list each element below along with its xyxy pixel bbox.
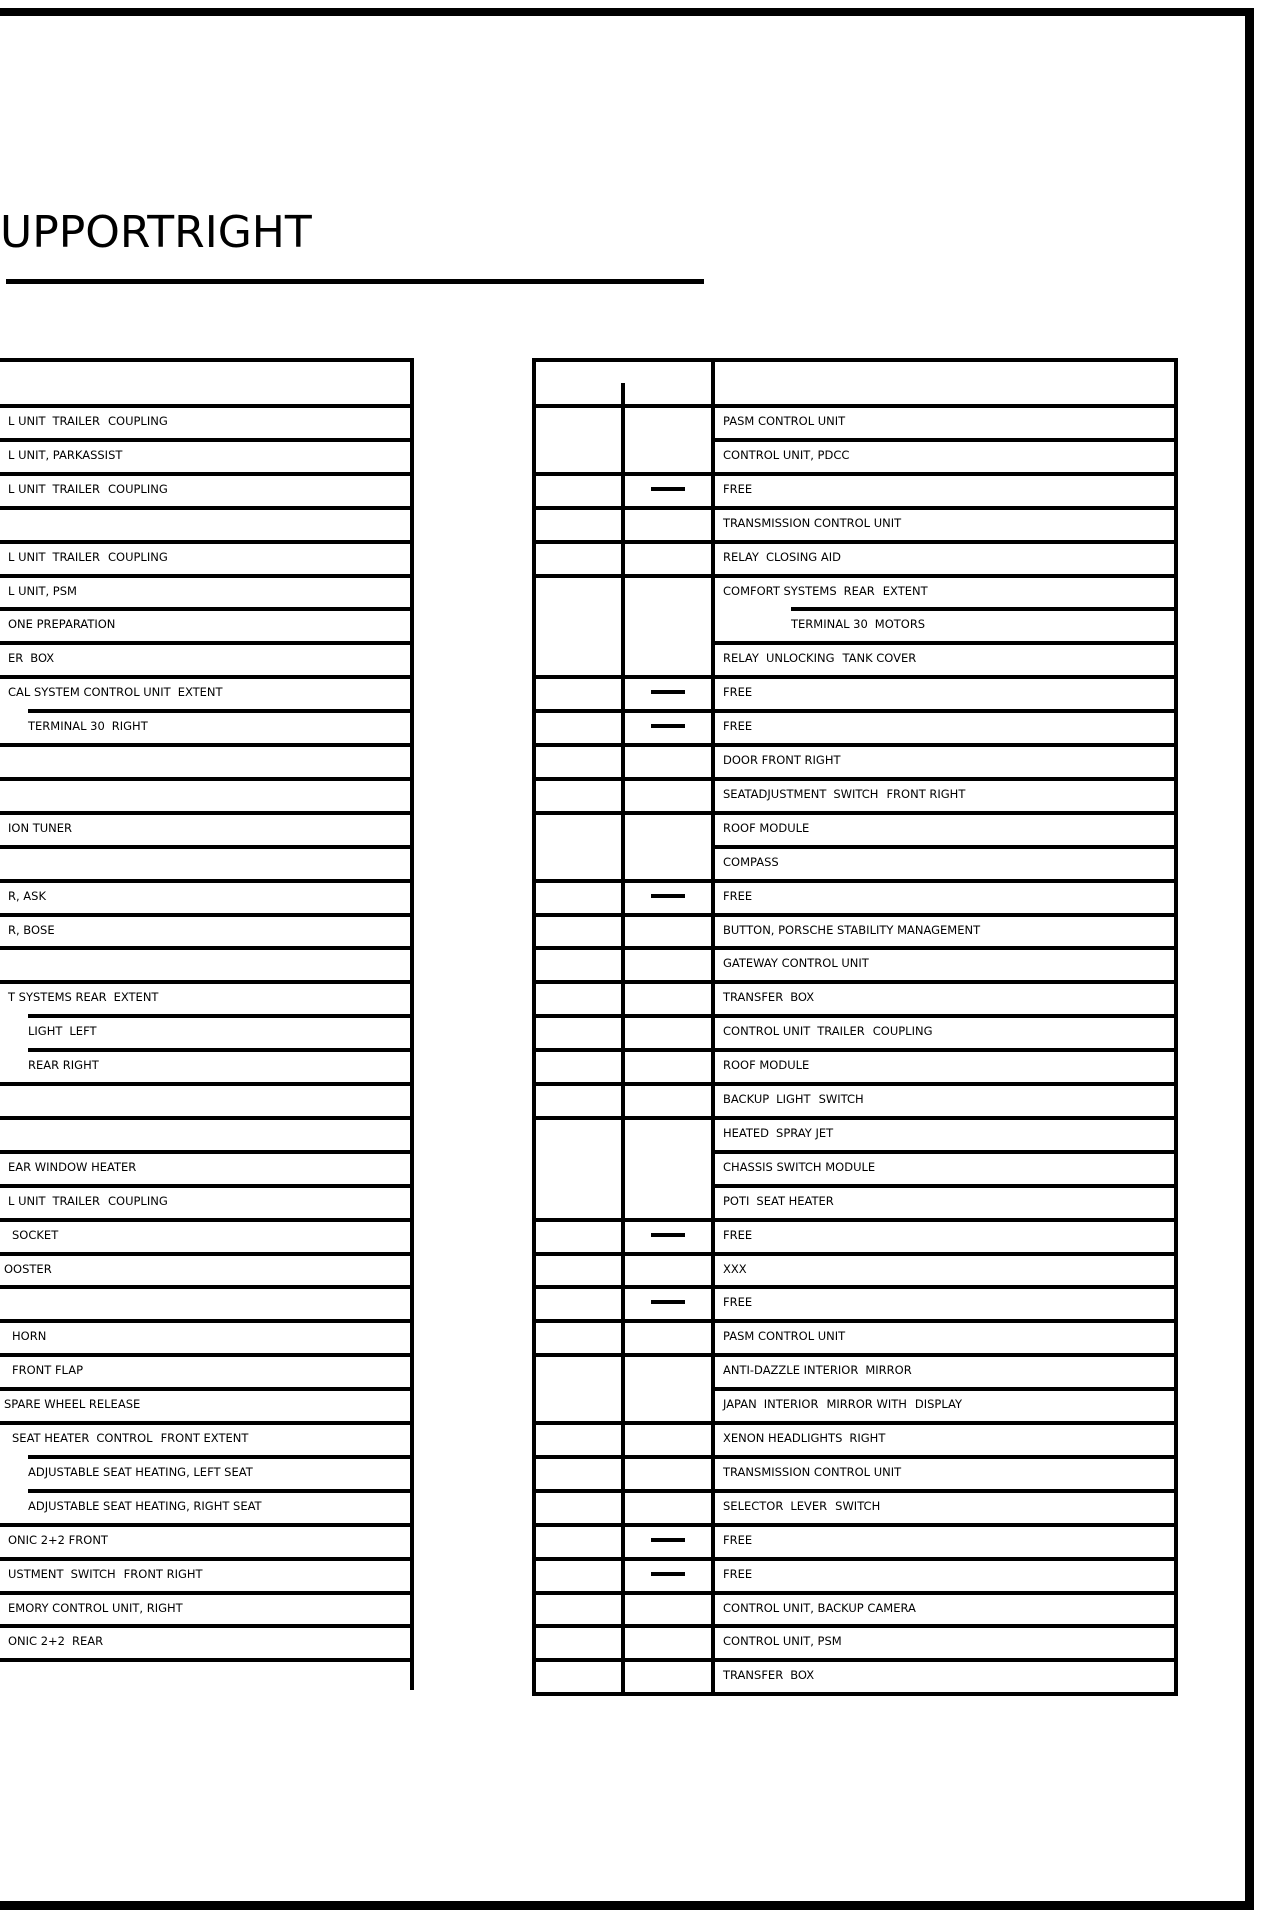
row-designation [28,1499,262,1513]
text-segment: FREE [723,1295,753,1310]
fuse-row-rule [532,540,1178,544]
fuse-designation [723,787,965,801]
free-slot-dash [651,690,685,694]
text-segment: SWITCH [833,786,879,801]
text-segment: SEAT HEATER [12,1431,90,1445]
text-segment: TRAILER [817,1024,865,1039]
text-segment: COUPLING [107,549,168,564]
text-segment: JAPAN [723,1397,757,1412]
text-segment: RIGHT [849,1431,886,1445]
designation-rule [711,845,1178,849]
fuse-row-rule [532,1624,1178,1628]
row-designation [12,1363,83,1377]
text-segment: R, ASK [8,888,47,903]
text-segment: FRONT FLAP [12,1363,84,1378]
text-segment: L UNIT, PARKASSIST [8,447,123,462]
row-designation [28,1024,97,1038]
text-segment: SELECTOR [723,1498,784,1513]
fuse-row-rule [532,1319,1178,1323]
fuse-row-rule [532,1591,1178,1595]
fuse-designation [723,821,809,835]
free-slot-dash [651,1233,685,1237]
text-segment: TRANSFER [723,990,784,1005]
text-segment: CAL SYSTEM CONTROL UNIT [8,685,171,700]
table-top-rule [0,358,414,362]
page-title: UPPORTRIGHT [0,207,312,258]
row-rule [0,641,414,645]
row-designation [8,448,122,462]
text-segment: R, BOSE [8,922,55,937]
text-segment: BACKUP [723,1092,770,1106]
text-segment: SEATADJUSTMENT [723,786,827,801]
fuse-row-rule [532,1455,1178,1459]
text-segment: PASM CONTROL UNIT [723,1329,846,1344]
row-designation [8,821,72,835]
designation-rule [711,641,1178,645]
row-rule [0,879,414,883]
row-rule [0,1285,414,1289]
designation-rule [711,1184,1178,1188]
text-segment: COUPLING [107,1193,168,1208]
fuse-designation [723,651,916,665]
row-designation [8,414,168,428]
fuse-designation [723,1194,834,1208]
row-designation [8,1601,183,1615]
row-designation [8,685,223,699]
text-segment: EMORY CONTROL UNIT, RIGHT [8,1600,183,1615]
text-segment: TERMINAL 30 [28,719,105,734]
fuse-row-rule [532,913,1178,917]
row-rule [0,811,414,815]
header-bottom-rule [0,404,414,408]
text-segment: ION TUNER [8,820,73,835]
text-segment: EXTENT [177,685,223,700]
text-segment: CONTROL UNIT [723,1024,811,1039]
fuse-designation [723,855,779,869]
text-segment: FREE [723,685,753,700]
fuse-row-rule [532,675,1178,679]
text-segment: TRAILER [52,414,100,428]
text-segment: SOCKET [12,1227,59,1242]
fuse-designation [723,1397,962,1411]
text-segment: COMFORT SYSTEMS [723,583,837,598]
fuse-row-rule [532,1116,1178,1120]
text-segment: LIGHT [776,1092,811,1106]
text-segment: TANK COVER [842,651,917,666]
text-segment: ONIC 2+2 FRONT [8,1532,108,1547]
text-segment: SWITCH [70,1566,116,1581]
free-slot-dash [651,1300,685,1304]
text-segment: COUPLING [872,1024,933,1039]
text-segment: REAR RIGHT [28,1058,99,1073]
fuse-row-rule [532,1014,1178,1018]
row-designation [8,584,77,598]
text-segment: USTMENT [8,1566,64,1581]
row-rule [28,1048,414,1052]
fuse-designation [723,1431,885,1445]
text-segment: LEFT [69,1024,97,1039]
row-rule [0,675,414,679]
text-segment: CONTROL UNIT, PSM [723,1634,842,1649]
free-slot-dash [651,1538,685,1542]
fuse-designation [723,584,928,598]
row-designation [8,1533,108,1547]
fuse-designation [723,685,752,699]
designation-rule [791,607,1178,611]
text-segment: HEATED [723,1125,770,1140]
row-designation [8,990,158,1004]
row-designation [8,1634,103,1648]
row-rule [0,1591,414,1595]
row-rule [0,1353,414,1357]
text-segment: TRANSFER [723,1668,784,1683]
text-segment: CONTROL UNIT, PDCC [723,447,850,462]
fuse-row-rule [532,1048,1178,1052]
text-segment: EAR WINDOW HEATER [8,1159,137,1174]
row-rule [0,1218,414,1222]
row-rule [0,1150,414,1154]
fuse-row-rule [532,1692,1178,1696]
row-designation [8,1567,203,1581]
row-designation [28,719,148,733]
row-rule [28,709,414,713]
text-segment: FRONT RIGHT [123,1566,203,1581]
fuse-designation [723,448,849,462]
text-segment: MIRROR [865,1363,912,1378]
text-segment: L UNIT, PSM [8,583,77,598]
text-segment: DISPLAY [914,1397,963,1412]
fuse-row-rule [532,709,1178,713]
fuse-row-rule [532,506,1178,510]
fuse-designation [723,1262,747,1276]
text-segment: ANTI-DAZZLE INTERIOR [723,1363,859,1378]
fuse-row-rule [532,1523,1178,1527]
text-segment: L UNIT [8,414,46,428]
text-segment: SEAT HEATER [756,1193,834,1208]
fuse-designation [723,1295,752,1309]
row-rule [0,472,414,476]
text-segment: XENON HEADLIGHTS [723,1431,843,1445]
fuse-designation [723,956,869,970]
text-segment: L UNIT [8,1193,46,1208]
frame-border-bottom [0,1901,1254,1910]
text-segment: BOX [790,990,815,1005]
row-designation [8,923,55,937]
right-fuse-table [532,358,1178,1690]
fuse-row-rule [532,1252,1178,1256]
designation-rule [711,438,1178,442]
fuse-designation [723,889,752,903]
frame-border-right [1245,8,1254,1910]
text-segment: CONTROL UNIT, BACKUP CAMERA [723,1600,916,1615]
fuse-designation [723,719,752,733]
text-segment: INTERIOR [763,1397,819,1412]
text-segment: XXX [723,1261,747,1276]
row-rule [0,980,414,984]
row-designation [8,889,46,903]
text-segment: DOOR FRONT RIGHT [723,753,841,767]
text-segment: CONTROL [96,1431,153,1445]
text-segment: ER [8,651,24,666]
fuse-row-rule [532,472,1178,476]
fuse-designation [723,1363,912,1377]
text-segment: BUTTON, PORSCHE STABILITY MANAGEMENT [723,922,981,937]
row-rule [0,1387,414,1391]
text-segment: CHASSIS SWITCH MODULE [723,1159,876,1174]
fuse-designation [723,1601,916,1615]
text-segment: RELAY [723,651,759,666]
col-number-value-divider [621,383,625,1696]
fuse-designation [723,990,814,1004]
row-rule [0,438,414,442]
fuse-designation [723,1465,901,1479]
text-segment: BOX [790,1668,815,1683]
free-slot-dash [651,487,685,491]
row-designation [4,1262,52,1276]
designation-rule [711,1387,1178,1391]
row-rule [0,946,414,950]
row-rule [0,506,414,510]
free-slot-dash [651,724,685,728]
free-slot-dash [651,894,685,898]
fuse-row-rule [532,1658,1178,1662]
fuse-designation [723,1058,809,1072]
row-rule [0,1523,414,1527]
text-segment: FREE [723,481,753,496]
text-segment: SWITCH [835,1498,881,1513]
text-segment: TRANSMISSION CONTROL UNIT [723,1464,902,1479]
fuse-row-rule [532,1489,1178,1493]
row-rule [0,1421,414,1425]
text-segment: COUPLING [107,481,168,496]
title-underline [6,279,704,284]
row-rule [0,1319,414,1323]
row-designation [8,1160,136,1174]
text-segment: L UNIT [8,481,46,496]
text-segment: EXTENT [113,990,159,1005]
text-segment: FREE [723,1532,753,1547]
fuse-designation [723,1634,842,1648]
text-segment: MOTORS [874,617,926,632]
text-segment: ADJUSTABLE SEAT HEATING, LEFT SEAT [28,1464,253,1479]
fuse-designation [723,1092,864,1106]
row-designation [12,1329,46,1343]
fuse-designation [723,1668,814,1682]
text-segment: BOX [30,651,55,666]
row-rule [28,1014,414,1018]
row-rule [0,1624,414,1628]
text-segment: EXTENT [882,583,928,598]
row-rule [0,845,414,849]
fuse-row-rule [532,879,1178,883]
fuse-row-rule [532,1218,1178,1222]
row-designation [8,651,54,665]
fuse-row-rule [532,1285,1178,1289]
text-segment: ADJUSTABLE SEAT HEATING, RIGHT SEAT [28,1498,262,1513]
row-rule [0,1557,414,1561]
text-segment: OOSTER [4,1261,52,1276]
fuse-row-rule [532,743,1178,747]
col-left-border [532,358,536,1696]
text-segment: ROOF MODULE [723,820,810,835]
text-segment: TRAILER [52,1193,100,1208]
text-segment: SWITCH [818,1092,864,1106]
text-segment: TERMINAL 30 [791,617,868,632]
text-segment: HORN [12,1329,47,1344]
fuse-designation [723,550,841,564]
row-designation [28,1465,253,1479]
text-segment: FRONT RIGHT [886,786,966,801]
fuse-row-rule [532,811,1178,815]
text-segment: ONE PREPARATION [8,617,116,632]
text-segment: T SYSTEMS REAR [8,990,107,1005]
row-rule [0,1116,414,1120]
text-segment: LEVER [790,1498,828,1513]
row-rule [0,777,414,781]
col-right-border [1174,358,1178,1696]
text-segment: PASM CONTROL UNIT [723,414,846,428]
row-rule [0,743,414,747]
text-segment: SPARE WHEEL RELEASE [4,1397,141,1412]
text-segment: RELAY [723,549,759,564]
fuse-designation [723,482,752,496]
row-designation [8,550,168,564]
fuse-row-rule [532,946,1178,950]
fuse-designation [723,1160,875,1174]
text-segment: L UNIT [8,549,46,564]
header-bottom-rule [532,404,1178,408]
fuse-designation [723,1533,752,1547]
text-segment: FREE [723,1227,753,1242]
col-value-designation-divider [711,358,715,1696]
fuse-designation [723,1024,932,1038]
frame-border-top [0,8,1254,16]
fuse-designation [723,1329,845,1343]
row-designation [12,1431,248,1445]
text-segment: LIGHT [28,1024,63,1039]
fuse-designation [723,516,901,530]
row-designation [8,617,115,631]
row-designation [4,1397,140,1411]
fuse-designation [723,923,980,937]
fuse-row-rule [532,1421,1178,1425]
left-fuse-table [0,358,415,1690]
row-rule [0,1658,414,1662]
text-segment: MIRROR WITH [826,1397,907,1412]
fuse-row-rule [532,574,1178,578]
row-rule [28,1489,414,1493]
fuse-designation [723,1228,752,1242]
row-rule [0,574,414,578]
text-segment: RIGHT [111,719,148,734]
row-rule [0,607,414,611]
fuse-designation [723,1567,752,1581]
fuse-designation [723,753,841,767]
table-top-rule [532,358,1178,362]
row-rule [0,913,414,917]
fuse-row-rule [532,1082,1178,1086]
text-segment: CLOSING AID [765,549,841,564]
text-segment: FREE [723,719,753,734]
fuse-designation [723,1126,833,1140]
fuse-row-rule [532,980,1178,984]
text-segment: ROOF MODULE [723,1058,810,1073]
text-segment: REAR [72,1634,104,1649]
text-segment: FREE [723,888,753,903]
text-segment: TRANSMISSION CONTROL UNIT [723,515,902,530]
text-segment: POTI [723,1193,750,1208]
row-rule [0,1184,414,1188]
text-segment: ONIC 2+2 [8,1634,66,1649]
text-segment: TRAILER [52,481,100,496]
row-rule [0,1082,414,1086]
row-rule [28,1455,414,1459]
text-segment: UNLOCKING [765,651,835,666]
fuse-row-rule [532,777,1178,781]
designation-rule [711,1150,1178,1154]
fuse-row-rule [532,1557,1178,1561]
fuse-row-rule [532,1353,1178,1357]
text-segment: TRAILER [52,549,100,564]
row-designation [28,1058,99,1072]
text-segment: GATEWAY CONTROL UNIT [723,956,869,971]
text-segment: FRONT EXTENT [160,1431,249,1445]
fuse-designation [723,414,845,428]
row-designation [12,1228,58,1242]
fuse-designation [723,1499,880,1513]
fuse-designation [791,617,925,631]
text-segment: SPRAY JET [776,1125,834,1140]
text-segment: COUPLING [107,414,168,428]
row-rule [0,1252,414,1256]
row-designation [8,1194,168,1208]
text-segment: FREE [723,1566,753,1581]
text-segment: COMPASS [723,854,779,869]
row-rule [0,540,414,544]
text-segment: REAR [843,583,875,598]
row-designation [8,482,168,496]
free-slot-dash [651,1572,685,1576]
